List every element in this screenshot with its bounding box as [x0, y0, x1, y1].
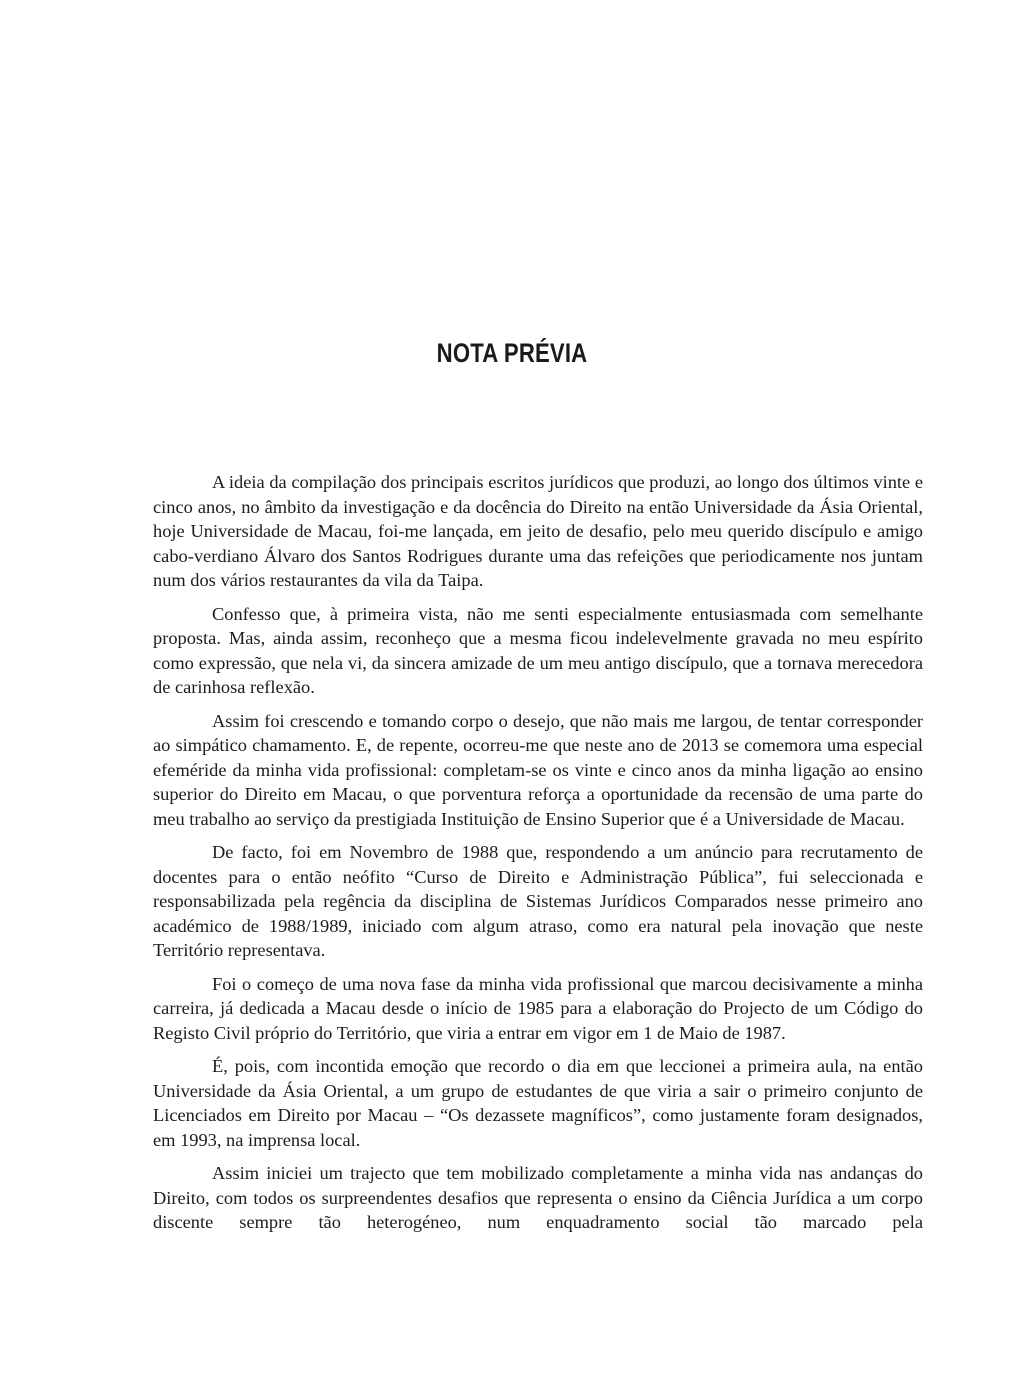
- paragraph: É, pois, com incontida emoção que recordo o dia em que leccionei a primeira aula, na então Universidade da Ásia Oriental, a um grupo de estudantes de que viria a sair o primeiro conjunto de Licenciados em Direito por Macau – “Os dezassete magníficos”, como justamente foram designados, em 1993, na imprensa local.: [153, 1056, 923, 1150]
- paragraph-continued: Assim iniciei um trajecto que tem mobilizado completamente a minha vida nas andanças do Direito, com todos os surpreendentes desafios que representa o ensino da Ciência Jurídica a um corpo discente sempre tão heterogéneo, num enquadramento social tão marcado pela: [153, 1163, 923, 1233]
- paragraph: Foi o começo de uma nova fase da minha vida profissional que marcou decisivamente a minha carreira, já dedicada a Macau desde o início de 1985 para a elaboração do Projecto de um Código do Registo Civil próprio do Território, que viria a entrar em vigor em 1 de Maio de 1987.: [153, 973, 923, 1043]
- paragraph: Assim foi crescendo e tomando corpo o desejo, que não mais me largou, de tentar corresponder ao simpático chamamento. E, de repente, ocorreu-me que neste ano de 2013 se comemora uma especial efeméride da minha vida profissional: completam-se os vinte e cinco anos da minha ligação ao ensino superior do Direito em Macau, o que porventura reforça a oportunidade da recensão de uma parte do meu trabalho ao serviço da prestigiada Instituição de Ensino Superior que é a Universidade de Macau.: [153, 710, 923, 829]
- body-text: [153, 470, 923, 1243]
- paragraph: A ideia da compilação dos principais escritos jurídicos que produzi, ao longo dos últimos vinte e cinco anos, no âmbito da investigação e da docência do Direito na então Universidade da Ásia Oriental, hoje Universidade de Macau, foi-me lançada, em jeito de desafio, pelo meu querido discípulo e amigo cabo-verdiano Álvaro dos Santos Rodrigues durante uma das refeições que periodicamente nos juntam num dos vários restaurantes da vila da Taipa.: [153, 472, 923, 591]
- page-title: NOTA PRÉVIA: [436, 338, 588, 368]
- paragraph: De facto, foi em Novembro de 1988 que, respondendo a um anúncio para recrutamento de docentes para o então neófito “Curso de Direito e Administração Pública”, fui seleccionada e responsabilizada pela regência da disciplina de Sistemas Jurídicos Comparados nesse primeiro ano académico de 1988/1989, iniciado com algum atraso, como era natural pela inovação que neste Território representava.: [153, 842, 923, 961]
- paragraph: Confesso que, à primeira vista, não me senti especialmente entusiasmada com semelhante proposta. Mas, ainda assim, reconheço que a mesma ficou indelevelmente gravada no meu espírito como expressão, que nela vi, da sincera amizade de um meu antigo discípulo, que a tornava merecedora de carinhosa reflexão.: [153, 603, 923, 698]
